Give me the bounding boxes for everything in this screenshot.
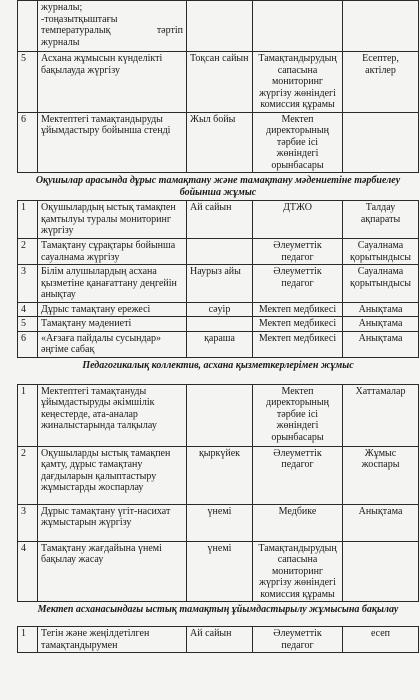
topic-line: журналы; <box>41 2 83 13</box>
row-number: 2 <box>18 239 38 265</box>
row-result: Анықтама <box>343 302 419 317</box>
row-number: 4 <box>18 541 38 602</box>
row-topic: Тамақтану жағдайына үнемі бақылау жасау <box>38 541 187 602</box>
row-responsible: Мектеп директорының тәрбие ісі жөніндегі орынбасары <box>253 384 343 446</box>
section-heading <box>18 173 419 201</box>
row-responsible: Мектеп директорының тәрбие ісі жөніндегі орынбасары <box>253 112 343 173</box>
row-responsible: Әлеуметтік педагог <box>253 446 343 504</box>
row-topic: Дұрыс тамақтану үгіт-насихат жұмыстарын жүргізу <box>38 504 187 541</box>
topic-line: журналы <box>41 36 80 48</box>
row-result <box>343 1 419 52</box>
section-heading <box>18 602 419 627</box>
row-responsible <box>253 1 343 52</box>
section-heading <box>18 357 419 384</box>
row-topic: Тамақтану сұрақтары бойынша сауалнама жүргізу <box>38 239 187 265</box>
row-number: 3 <box>18 504 38 541</box>
row-number: 6 <box>18 331 38 357</box>
row-result <box>343 541 419 602</box>
row-result: Есептер, актілер <box>343 52 419 113</box>
row-period: Ай сайын <box>187 627 253 653</box>
table-row <box>18 541 419 602</box>
row-responsible: Мектеп медбикесі <box>253 302 343 317</box>
topic-line <box>41 25 183 37</box>
row-period <box>187 1 253 52</box>
row-number <box>18 1 38 52</box>
table-row <box>18 331 419 357</box>
row-topic: Оқушыларды ыстық тамақпен қамту, дұрыс тамақтану дағдыларын қалыптастыру жұмыстарды жоспарлау <box>38 446 187 504</box>
row-period: қараша <box>187 331 253 357</box>
row-topic: Тегін және жеңілдетілген тамақтандырумен <box>38 627 187 653</box>
topic-line: -тоңазытқыштағы <box>41 13 118 25</box>
topic-word: тәртіп <box>156 25 183 36</box>
row-topic: Мектептегі тамақтануды ұйымдастыруды әкімшілік кеңестерде, ата-аналар жиналыстарында талқылау <box>38 384 187 446</box>
plan-table <box>17 0 419 653</box>
table-row <box>18 446 419 504</box>
row-result: Анықтама <box>343 504 419 541</box>
row-result: есеп <box>343 627 419 653</box>
row-period <box>187 384 253 446</box>
section-title: Оқушылар арасында дұрыс тамақтану және тамақтану мәдениетіне тәрбиелеу бойынша жұмыс <box>18 173 419 201</box>
row-result: Жұмыс жоспары <box>343 446 419 504</box>
section-title: Педагогикалық коллектив, асхана қызметкерлерімен жұмыс <box>18 357 419 384</box>
row-number: 3 <box>18 265 38 303</box>
row-number: 1 <box>18 627 38 653</box>
row-result: Анықтама <box>343 317 419 332</box>
row-responsible: Әлеуметтік педагог <box>253 627 343 653</box>
row-period: сәуір <box>187 302 253 317</box>
row-number: 5 <box>18 317 38 332</box>
row-number: 1 <box>18 201 38 239</box>
row-topic: Асхана жұмысын күнделікті бақылауда жүргізу <box>38 52 187 113</box>
row-responsible: Әлеуметтік педагог <box>253 239 343 265</box>
row-responsible: Тамақтандырудың сапасына мониторинг жүргізу жөніндегі комиссия құрамы <box>253 541 343 602</box>
table-row <box>18 384 419 446</box>
row-period: Наурыз айы <box>187 265 253 303</box>
row-topic: Дұрыс тамақтану ережесі <box>38 302 187 317</box>
row-topic: Тамақтану мәдениеті <box>38 317 187 332</box>
table-row <box>18 627 419 653</box>
row-period <box>187 239 253 265</box>
table-row <box>18 52 419 113</box>
row-topic: «Ағзаға пайдалы сусындар» әңгіме сабақ <box>38 331 187 357</box>
row-number: 2 <box>18 446 38 504</box>
row-result: Талдау ақпараты <box>343 201 419 239</box>
row-number: 5 <box>18 52 38 113</box>
row-period <box>187 317 253 332</box>
row-topic <box>38 1 187 52</box>
row-number: 6 <box>18 112 38 173</box>
row-period: Жыл бойы <box>187 112 253 173</box>
row-period: Тоқсан сайын <box>187 52 253 113</box>
row-number: 1 <box>18 384 38 446</box>
row-number: 4 <box>18 302 38 317</box>
table-row <box>18 302 419 317</box>
row-result: Хаттамалар <box>343 384 419 446</box>
row-result: Сауалнама қорытындысы <box>343 265 419 303</box>
row-period: үнемі <box>187 504 253 541</box>
table-row <box>18 317 419 332</box>
row-result: Анықтама <box>343 331 419 357</box>
row-period: үнемі <box>187 541 253 602</box>
row-result: Сауалнама қорытындысы <box>343 239 419 265</box>
row-responsible: Әлеуметтік педагог <box>253 265 343 303</box>
row-result <box>343 112 419 173</box>
row-topic: Білім алушылардың асхана қызметіне қанағаттану деңгейін анықтау <box>38 265 187 303</box>
table-row <box>18 112 419 173</box>
row-responsible: Мектеп медбикесі <box>253 331 343 357</box>
row-period: қыркүйек <box>187 446 253 504</box>
table-row <box>18 504 419 541</box>
row-responsible: Мектеп медбикесі <box>253 317 343 332</box>
row-responsible: Медбике <box>253 504 343 541</box>
row-topic: Мектептегі тамақтандыруды ұйымдастыру бойынша стенді <box>38 112 187 173</box>
topic-word: температуралық <box>41 25 111 36</box>
table-row <box>18 265 419 303</box>
row-period: Ай сайын <box>187 201 253 239</box>
row-topic: Оқушылардың ыстық тамақпен қамтылуы туралы мониторинг жүргізу <box>38 201 187 239</box>
row-responsible: Тамақтандырудың сапасына мониторинг жүргізу жөніндегі комиссия құрамы <box>253 52 343 113</box>
table-row <box>18 201 419 239</box>
section-title: Мектеп асханасындағы ыстық тамақтың ұйымдастырылу жұмысына бақылау <box>18 602 419 627</box>
table-row <box>18 1 419 52</box>
row-responsible: ДТЖО <box>253 201 343 239</box>
table-row <box>18 239 419 265</box>
